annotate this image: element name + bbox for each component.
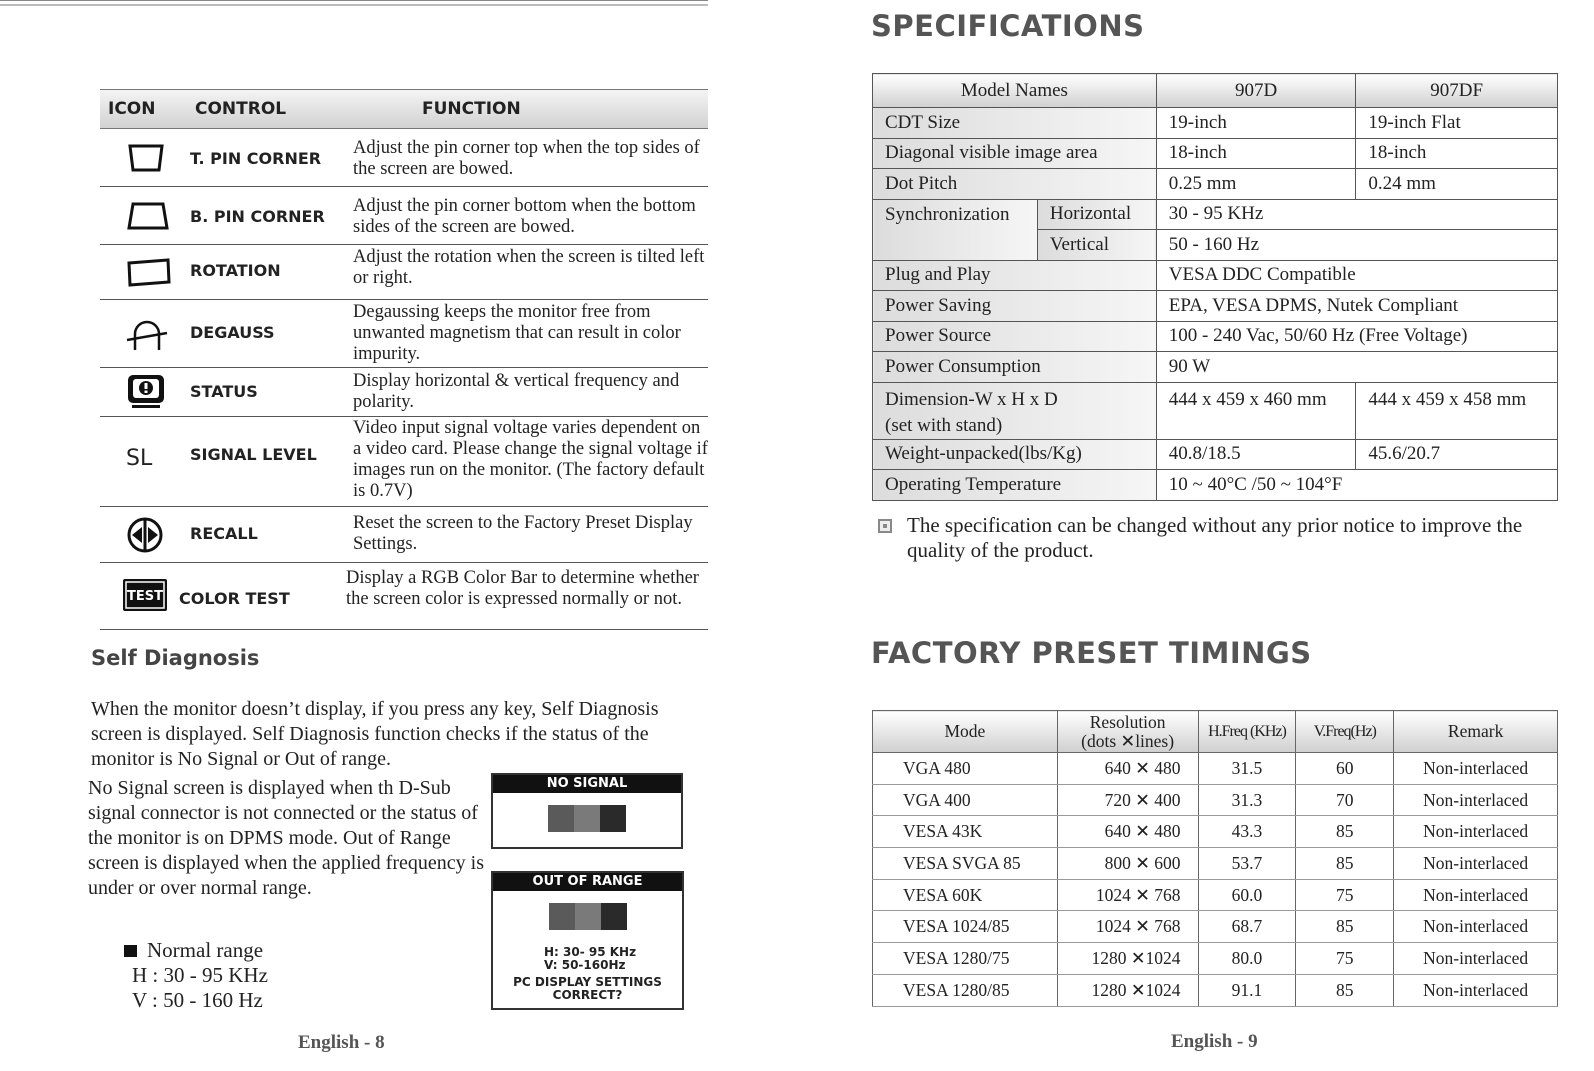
timings-title: FACTORY PRESET TIMINGS xyxy=(871,636,1312,670)
timings-table xyxy=(872,710,1558,1007)
timing-remark: Non-interlaced xyxy=(1394,879,1558,911)
control-row xyxy=(100,417,708,507)
swatch xyxy=(600,805,626,832)
swatch xyxy=(574,805,600,832)
th-vfreq: V.Freq(Hz) xyxy=(1296,711,1394,753)
control-row xyxy=(100,187,708,245)
spec-label: Dot Pitch xyxy=(873,169,1157,200)
timing-resolution: 720 ✕ 400 xyxy=(1057,784,1198,816)
timing-hfreq: 31.5 xyxy=(1198,753,1296,785)
pin-bottom-icon xyxy=(126,201,170,236)
timing-row xyxy=(873,974,1558,1006)
swatch xyxy=(575,903,601,930)
normal-range-title: Normal range xyxy=(147,938,264,962)
top-rule xyxy=(0,0,708,6)
control-name: STATUS xyxy=(190,382,258,401)
spec-header-m2: 907DF xyxy=(1356,74,1558,108)
control-desc: Display horizontal & vertical frequency and polarity. xyxy=(353,371,680,412)
spec-value: 0.25 mm xyxy=(1156,169,1356,200)
swatch xyxy=(548,805,574,832)
timing-mode: VESA 60K xyxy=(873,879,1058,911)
control-desc: Video input signal voltage varies dependent on a video card. Please change the signal voltage if images run on the monitor. (The factory default is 0.7V) xyxy=(353,418,708,501)
timing-hfreq: 68.7 xyxy=(1198,911,1296,943)
spec-value: 10 ~ 40°C /50 ~ 104°F xyxy=(1156,470,1557,501)
spec-row xyxy=(873,138,1558,169)
spec-value: 50 - 160 Hz xyxy=(1156,230,1557,261)
control-desc: Adjust the pin corner bottom when the bottom sides of the screen are bowed. xyxy=(353,196,696,237)
spec-value: 30 - 95 KHz xyxy=(1156,199,1557,230)
spec-row xyxy=(873,199,1558,230)
spec-value: 0.24 mm xyxy=(1356,169,1558,200)
control-desc: Degaussing keeps the monitor free from unwanted magnetism that can result in color impurity. xyxy=(353,302,681,364)
oor-msg-1: PC DISPLAY SETTINGS xyxy=(513,975,662,989)
status-icon xyxy=(126,373,166,414)
control-row xyxy=(100,507,708,563)
control-desc: Adjust the rotation when the screen is tilted left or right. xyxy=(353,247,705,288)
timing-row xyxy=(873,848,1558,880)
spec-label-line: Dimension-W x H x D xyxy=(885,388,1058,410)
spec-value: EPA, VESA DPMS, Nutek Compliant xyxy=(1156,291,1557,322)
timing-row xyxy=(873,816,1558,848)
spec-row xyxy=(873,439,1558,470)
timing-remark: Non-interlaced xyxy=(1394,911,1558,943)
timing-vfreq: 60 xyxy=(1296,753,1394,785)
timing-hfreq: 53.7 xyxy=(1198,848,1296,880)
control-row xyxy=(100,563,708,630)
spec-value: 19-inch xyxy=(1156,108,1356,139)
swatch xyxy=(549,903,575,930)
timing-hfreq: 31.3 xyxy=(1198,784,1296,816)
timing-row xyxy=(873,943,1558,975)
timing-row xyxy=(873,911,1558,943)
timing-remark: Non-interlaced xyxy=(1394,848,1558,880)
spec-value: 90 W xyxy=(1156,352,1557,383)
timing-mode: VESA 43K xyxy=(873,816,1058,848)
spec-sublabel: Vertical xyxy=(1037,230,1156,261)
control-row xyxy=(100,245,708,300)
swatch xyxy=(601,903,627,930)
spec-row xyxy=(873,321,1558,352)
timing-row xyxy=(873,753,1558,785)
oor-msg-2: CORRECT? xyxy=(552,988,623,1002)
header-icon: ICON xyxy=(108,99,156,119)
control-row xyxy=(100,300,708,368)
out-of-range-box xyxy=(491,871,684,1010)
spec-label: Diagonal visible image area xyxy=(873,138,1157,169)
recall-icon xyxy=(126,516,164,559)
signal-paragraph: No Signal screen is displayed when th D-Sub signal connector is not connected or the status of the monitor is on DPMS mode. Out of Range screen is displayed when the applied frequency is under or over normal range. xyxy=(88,777,484,899)
bullet-square-icon xyxy=(124,945,137,957)
control-name: DEGAUSS xyxy=(190,323,275,342)
color-swatches xyxy=(493,805,681,832)
spec-row xyxy=(873,470,1558,501)
spec-label: Synchronization xyxy=(873,199,1038,260)
header-control: CONTROL xyxy=(195,99,287,119)
degauss-icon xyxy=(126,316,168,359)
header-function: FUNCTION xyxy=(422,99,521,119)
control-name: SIGNAL LEVEL xyxy=(190,445,317,464)
timing-vfreq: 75 xyxy=(1296,879,1394,911)
timing-mode: VESA 1280/85 xyxy=(873,974,1058,1006)
th-mode: Mode xyxy=(873,711,1058,753)
timing-resolution: 1280 ✕1024 xyxy=(1057,943,1198,975)
timing-resolution: 800 ✕ 600 xyxy=(1057,848,1198,880)
timing-vfreq: 70 xyxy=(1296,784,1394,816)
spec-note-text: The specification can be changed without any prior notice to improve the quality of the product. xyxy=(907,513,1523,562)
timing-row xyxy=(873,879,1558,911)
timing-resolution: 1024 ✕ 768 xyxy=(1057,911,1198,943)
normal-range-h: H : 30 - 95 KHz xyxy=(132,963,268,987)
timing-remark: Non-interlaced xyxy=(1394,816,1558,848)
spec-value: 18-inch xyxy=(1356,138,1558,169)
spec-label-line: (set with stand) xyxy=(885,414,1003,436)
spec-value: 19-inch Flat xyxy=(1356,108,1558,139)
timing-hfreq: 60.0 xyxy=(1198,879,1296,911)
specifications-table xyxy=(872,73,1558,501)
spec-value: VESA DDC Compatible xyxy=(1156,260,1557,291)
control-row xyxy=(100,368,708,417)
timing-remark: Non-interlaced xyxy=(1394,974,1558,1006)
normal-range-v: V : 50 - 160 Hz xyxy=(132,988,263,1012)
spec-label: CDT Size xyxy=(873,108,1157,139)
timing-remark: Non-interlaced xyxy=(1394,943,1558,975)
spec-value: 45.6/20.7 xyxy=(1356,439,1558,470)
control-name: COLOR TEST xyxy=(179,589,290,608)
timing-hfreq: 91.1 xyxy=(1198,974,1296,1006)
timing-hfreq: 80.0 xyxy=(1198,943,1296,975)
timing-row xyxy=(873,784,1558,816)
no-signal-box xyxy=(491,773,683,849)
timing-vfreq: 85 xyxy=(1296,911,1394,943)
control-name: B. PIN CORNER xyxy=(190,207,325,226)
th-resolution xyxy=(1057,711,1198,753)
control-name: ROTATION xyxy=(190,261,281,280)
timing-remark: Non-interlaced xyxy=(1394,753,1558,785)
spec-value: 18-inch xyxy=(1156,138,1356,169)
th-remark: Remark xyxy=(1394,711,1558,753)
spec-label: Weight-unpacked(lbs/Kg) xyxy=(873,439,1157,470)
control-name: RECALL xyxy=(190,524,258,543)
th-hfreq: H.Freq (KHz) xyxy=(1198,711,1296,753)
th-resolution-1: Resolution xyxy=(1089,711,1166,732)
timing-mode: VESA SVGA 85 xyxy=(873,848,1058,880)
control-desc: Display a RGB Color Bar to determine whether the screen color is expressed normally or not. xyxy=(346,568,699,609)
spec-row xyxy=(873,108,1558,139)
spec-sublabel: Horizontal xyxy=(1037,199,1156,230)
control-desc: Adjust the pin corner top when the top sides of the screen are bowed. xyxy=(353,138,700,179)
pin-top-icon xyxy=(126,143,166,178)
no-signal-title: NO SIGNAL xyxy=(493,775,681,793)
timing-mode: VESA 1280/75 xyxy=(873,943,1058,975)
timing-mode: VESA 1024/85 xyxy=(873,911,1058,943)
timing-resolution: 1024 ✕ 768 xyxy=(1057,879,1198,911)
spec-label: Power Saving xyxy=(873,291,1157,322)
th-resolution-2: (dots ✕lines) xyxy=(1081,730,1175,751)
timing-remark: Non-interlaced xyxy=(1394,784,1558,816)
color-test-icon xyxy=(122,578,168,617)
spec-header-row xyxy=(873,74,1558,108)
spec-header-m1: 907D xyxy=(1156,74,1356,108)
controls-table xyxy=(100,89,708,630)
control-row xyxy=(100,129,708,187)
page-number: English - 8 xyxy=(298,1032,385,1053)
page-number: English - 9 xyxy=(1171,1031,1258,1052)
note-bullet-icon xyxy=(878,519,892,533)
spec-row xyxy=(873,291,1558,322)
spec-row xyxy=(873,352,1558,383)
self-diagnosis-heading: Self Diagnosis xyxy=(91,646,260,670)
control-desc: Reset the screen to the Factory Preset Display Settings. xyxy=(353,513,693,554)
controls-table-header xyxy=(100,89,708,129)
spec-header-model: Model Names xyxy=(873,74,1157,108)
timing-vfreq: 85 xyxy=(1296,848,1394,880)
self-diagnosis-paragraph: When the monitor doesn’t display, if you press any key, Self Diagnosis screen is displayed. Self Diagnosis function checks if the status of the monitor is No Signal or Out of range. xyxy=(91,698,659,770)
out-of-range-title: OUT OF RANGE xyxy=(493,873,682,891)
signal-level-icon: SL xyxy=(126,446,153,471)
specifications-title: SPECIFICATIONS xyxy=(871,9,1145,43)
timing-mode: VGA 400 xyxy=(873,784,1058,816)
spec-value: 444 x 459 x 458 mm xyxy=(1356,382,1558,439)
spec-label: Plug and Play xyxy=(873,260,1157,291)
spec-label xyxy=(873,382,1157,439)
spec-label: Power Consumption xyxy=(873,352,1157,383)
color-swatches xyxy=(493,903,682,930)
spec-label: Operating Temperature xyxy=(873,470,1157,501)
timing-hfreq: 43.3 xyxy=(1198,816,1296,848)
normal-range xyxy=(124,938,268,1013)
timing-resolution: 1280 ✕1024 xyxy=(1057,974,1198,1006)
spec-row xyxy=(873,169,1558,200)
spec-value: 100 - 240 Vac, 50/60 Hz (Free Voltage) xyxy=(1156,321,1557,352)
spec-value: 444 x 459 x 460 mm xyxy=(1156,382,1356,439)
color-test-icon-label: TEST xyxy=(127,589,163,604)
spec-row xyxy=(873,382,1558,439)
timing-mode: VGA 480 xyxy=(873,753,1058,785)
spec-value: 40.8/18.5 xyxy=(1156,439,1356,470)
spec-row xyxy=(873,260,1558,291)
timing-resolution: 640 ✕ 480 xyxy=(1057,816,1198,848)
timings-header-row xyxy=(873,711,1558,753)
oor-h: H: 30- 95 KHz xyxy=(544,945,637,959)
timing-resolution: 640 ✕ 480 xyxy=(1057,753,1198,785)
spec-label: Power Source xyxy=(873,321,1157,352)
timing-vfreq: 75 xyxy=(1296,943,1394,975)
spec-note xyxy=(878,513,1558,563)
rotation-icon xyxy=(126,257,172,292)
timing-vfreq: 85 xyxy=(1296,816,1394,848)
timing-vfreq: 85 xyxy=(1296,974,1394,1006)
oor-v: V: 50-160Hz xyxy=(544,958,626,972)
control-name: T. PIN CORNER xyxy=(190,149,322,168)
